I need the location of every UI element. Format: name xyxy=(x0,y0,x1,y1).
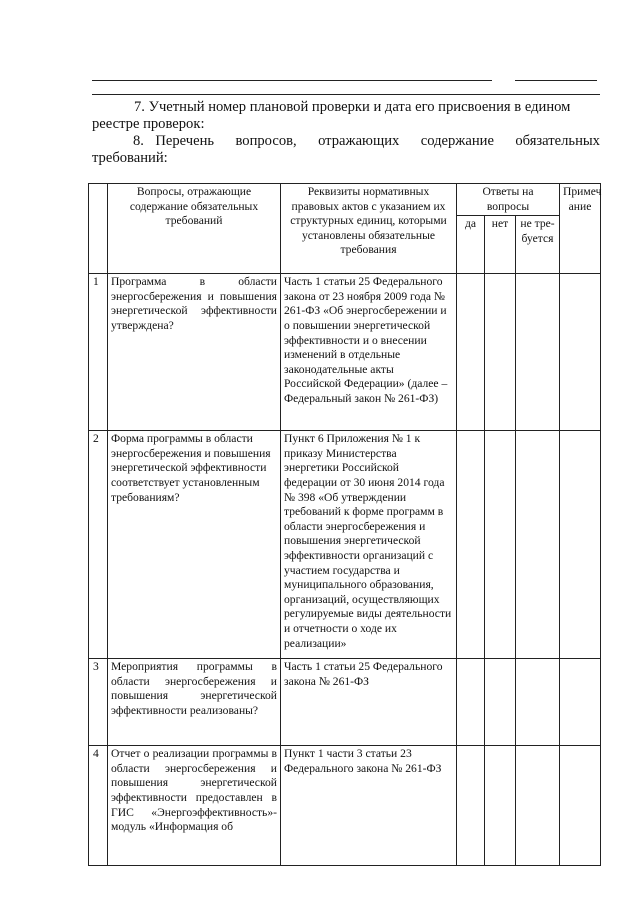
row-question: Программа в области энергосбережения и повышения энергетической эффективности утверждена? xyxy=(108,274,281,431)
item-8-word-4: содержание xyxy=(420,133,494,149)
answer-na-cell[interactable] xyxy=(516,746,560,866)
row-number: 2 xyxy=(89,431,108,659)
answer-yes-cell[interactable] xyxy=(457,659,485,746)
note-cell[interactable] xyxy=(560,659,601,746)
table-row xyxy=(89,746,601,866)
header-answer-yes: да xyxy=(457,216,485,274)
top-rule-1 xyxy=(92,80,492,81)
row-requisite: Часть 1 статьи 25 Федерального закона № 261-ФЗ xyxy=(281,659,457,746)
header-answers: Ответы на вопросы xyxy=(457,184,560,216)
item-8-text-2: требований: xyxy=(92,150,168,166)
answer-no-cell[interactable] xyxy=(485,659,516,746)
row-number: 1 xyxy=(89,274,108,431)
header-requisites: Реквизиты нормативных правовых актов с указанием их структурных единиц, которыми установлены обязательные требования xyxy=(281,184,457,274)
header-questions: Вопросы, отражающие содержание обязательных требований xyxy=(108,184,281,274)
top-rule-1b xyxy=(515,80,597,81)
item-8 xyxy=(133,133,600,150)
table-row xyxy=(89,274,601,431)
item-8-number: 8. xyxy=(133,133,144,149)
requirements-table xyxy=(88,183,601,866)
row-question: Форма программы в области энергосбережения и повышения энергетической эффективности соответствует установленным требованиям? xyxy=(108,431,281,659)
note-cell[interactable] xyxy=(560,274,601,431)
note-cell[interactable] xyxy=(560,431,601,659)
answer-yes-cell[interactable] xyxy=(457,431,485,659)
item-7 xyxy=(120,99,600,116)
note-cell[interactable] xyxy=(560,746,601,866)
item-8-word-2: вопросов, xyxy=(235,133,297,149)
item-7-text-2: реестре проверок: xyxy=(92,116,205,132)
item-8-continued xyxy=(92,150,576,167)
row-question: Отчет о реализации программы в области энергосбережения и повышения энергетической эффективности предоставлен в ГИС «Энергоэффективность»-модуль «Информация об xyxy=(108,746,281,866)
answer-no-cell[interactable] xyxy=(485,274,516,431)
row-requisite: Часть 1 статьи 25 Федерального закона от 23 ноября 2009 года № 261-ФЗ «Об энергосбережении и о повышении энергетической эффективности и о внесении изменений в отдельные законодательные акты Российской Федерации» (далее – Федеральный закон № 261-ФЗ) xyxy=(281,274,457,431)
header-answer-no: нет xyxy=(485,216,516,274)
answer-yes-cell[interactable] xyxy=(457,274,485,431)
answer-yes-cell[interactable] xyxy=(457,746,485,866)
answer-no-cell[interactable] xyxy=(485,431,516,659)
item-7-text: Учетный номер плановой проверки и дата его присвоения в едином xyxy=(148,99,571,115)
header-row-1 xyxy=(89,184,601,216)
row-requisite: Пункт 1 части 3 статьи 23 Федерального закона № 261-ФЗ xyxy=(281,746,457,866)
header-note: Примеч ание xyxy=(560,184,601,274)
item-7-number: 7. xyxy=(134,99,145,115)
item-8-word-3: отражающих xyxy=(318,133,400,149)
row-question: Мероприятия программы в области энергосбережения и повышения энергетической эффективности реализованы? xyxy=(108,659,281,746)
answer-no-cell[interactable] xyxy=(485,746,516,866)
table-row xyxy=(89,659,601,746)
header-num xyxy=(89,184,108,274)
row-number: 4 xyxy=(89,746,108,866)
answer-na-cell[interactable] xyxy=(516,274,560,431)
item-7-continued xyxy=(92,116,576,133)
answer-na-cell[interactable] xyxy=(516,659,560,746)
item-8-word-5: обязательных xyxy=(515,133,600,149)
answer-na-cell[interactable] xyxy=(516,431,560,659)
top-rule-2 xyxy=(92,94,600,95)
row-requisite: Пункт 6 Приложения № 1 к приказу Министерства энергетики Российской федерации от 30 июня 2014 года № 398 «Об утверждении требований к форме программ в области энергосбережения и повышения энергетической эффективности организаций с участием государства и муниципального образования, организаций, осуществляющих регулируемые виды деятельности и отчетности о ходе их реализации» xyxy=(281,431,457,659)
header-answer-na: не тре-буется xyxy=(516,216,560,274)
table-row xyxy=(89,431,601,659)
row-number: 3 xyxy=(89,659,108,746)
item-8-word-1: Перечень xyxy=(155,133,215,149)
